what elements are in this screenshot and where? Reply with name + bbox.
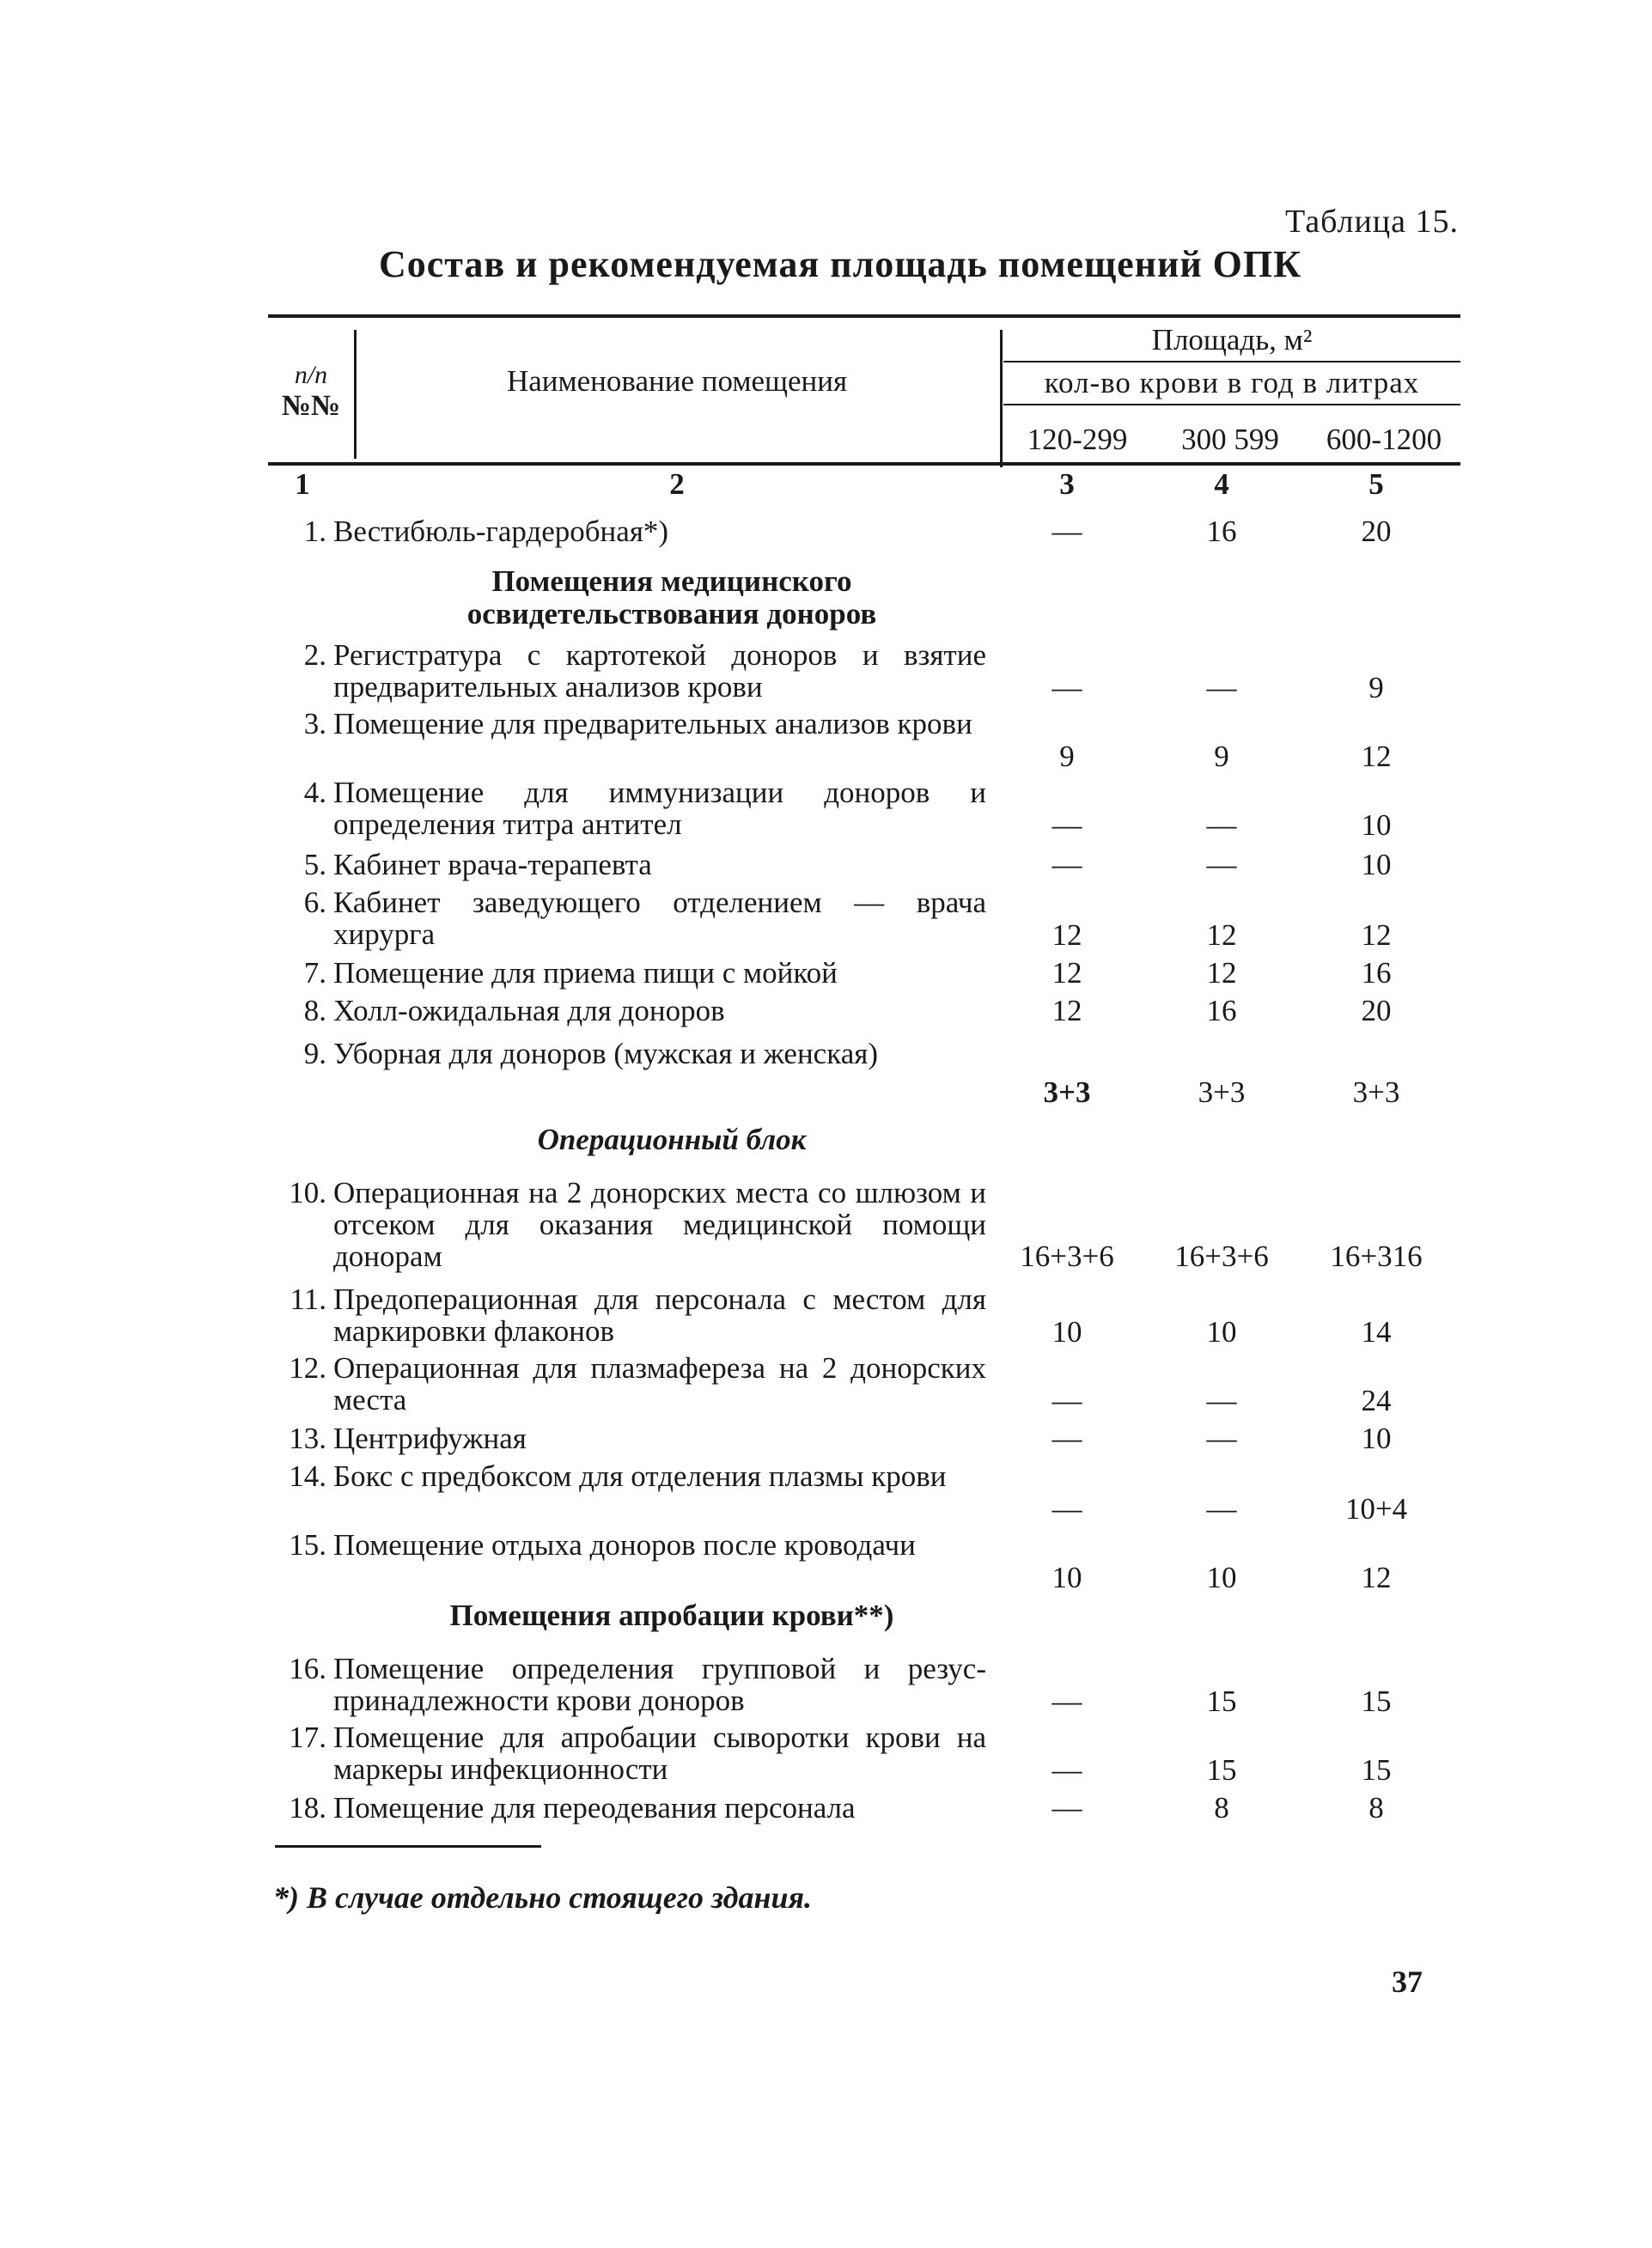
footnote-rule: [275, 1845, 541, 1848]
row-value-120-299: —: [1052, 1684, 1082, 1718]
range-3: 600-1200: [1326, 423, 1442, 456]
row-value-600-1200: 8: [1369, 1791, 1384, 1825]
row-value-300-599: 9: [1214, 740, 1229, 773]
header-subrule-1: [1003, 361, 1460, 362]
row-value-120-299: —: [1052, 515, 1082, 548]
area-label: Площадь, м²: [1151, 323, 1313, 356]
row-number: 2.: [303, 638, 326, 672]
row-value-300-599: 16+3+6: [1174, 1240, 1269, 1273]
row-value-600-1200: 10: [1361, 848, 1392, 881]
row-value-300-599: —: [1206, 808, 1237, 842]
header-subrule-2: [1003, 404, 1460, 405]
row-value-600-1200: 3+3: [1352, 1075, 1400, 1109]
row-name: Уборная для доноров (мужская и женская): [333, 1037, 878, 1070]
row-name: Помещение отдыха доноров после кроводачи: [333, 1528, 916, 1562]
row-value-120-299: —: [1052, 1753, 1082, 1787]
row-name: Бокс с предбоксом для отделения плазмы крови: [333, 1459, 947, 1493]
row-name: Помещение для приема пищи с мойкой: [333, 956, 838, 990]
row-value-600-1200: 24: [1361, 1384, 1392, 1417]
row-number: 16.: [289, 1652, 326, 1685]
row-number: 4.: [303, 776, 326, 809]
row-value-120-299: —: [1052, 671, 1082, 704]
section-heading: Помещения апробации крови**): [449, 1599, 894, 1632]
section-heading: Операционный блок: [537, 1123, 807, 1156]
row-name: Помещение для переодевания персонала: [333, 1791, 856, 1825]
row-number: 12.: [289, 1351, 326, 1385]
row-number: 10.: [289, 1176, 326, 1209]
row-value-600-1200: 20: [1361, 994, 1392, 1027]
volume-label: кол-во крови в год в литрах: [1044, 366, 1420, 399]
col-number-1: 1: [295, 467, 310, 501]
row-name: Кабинет заведующего отделением — врача хирурга: [333, 886, 986, 951]
footnote: *) В случае отдельно стоящего здания.: [273, 1880, 813, 1915]
row-number: 17.: [289, 1721, 326, 1754]
row-value-120-299: 12: [1052, 956, 1082, 990]
row-value-300-599: 12: [1206, 918, 1237, 952]
page-title: Состав и рекомендуемая площадь помещений ОПК: [378, 243, 1302, 285]
row-name: Регистратура с картотекой доноров и взятие предварительных анализов крови: [333, 638, 986, 704]
row-value-600-1200: 12: [1361, 918, 1392, 952]
row-value-300-599: —: [1206, 671, 1237, 704]
row-number: 15.: [289, 1528, 326, 1562]
row-value-300-599: 12: [1206, 956, 1237, 990]
row-name: Помещение для апробации сыворотки крови на маркеры инфекционности: [333, 1721, 986, 1786]
col-number-4: 4: [1214, 467, 1229, 501]
row-value-600-1200: 14: [1361, 1315, 1392, 1349]
row-value-600-1200: 20: [1361, 515, 1392, 548]
row-value-120-299: 10: [1052, 1315, 1082, 1349]
row-value-120-299: —: [1052, 848, 1082, 881]
row-number: 8.: [303, 994, 326, 1027]
col-number-label-2: №№: [281, 390, 341, 422]
row-value-300-599: 10: [1206, 1315, 1237, 1349]
row-value-300-599: 15: [1206, 1684, 1237, 1718]
row-number: 6.: [303, 886, 326, 919]
range-1: 120-299: [1027, 423, 1128, 456]
row-value-300-599: 10: [1206, 1561, 1237, 1594]
row-value-120-299: 12: [1052, 918, 1082, 952]
row-number: 11.: [290, 1282, 326, 1316]
row-number: 3.: [303, 707, 326, 740]
row-value-120-299: —: [1052, 1791, 1082, 1825]
row-name: Помещение определения групповой и резус-принадлежности крови доноров: [333, 1652, 986, 1717]
table-label: Таблица 15.: [1284, 204, 1459, 240]
row-value-120-299: 16+3+6: [1020, 1240, 1114, 1273]
row-number: 5.: [303, 848, 326, 881]
header-bottom-rule: [268, 462, 1460, 466]
row-value-120-299: —: [1052, 1492, 1082, 1526]
row-name: Холл-ожидальная для доноров: [333, 994, 725, 1027]
row-value-600-1200: 10: [1361, 808, 1392, 842]
row-value-300-599: —: [1206, 1384, 1237, 1417]
row-name: Центрифужная: [333, 1422, 527, 1455]
col-number-2: 2: [669, 467, 685, 501]
row-value-600-1200: 10+4: [1344, 1492, 1408, 1526]
row-value-120-299: 10: [1052, 1561, 1082, 1594]
row-name: Помещение для предварительных анализов крови: [333, 707, 972, 740]
row-value-600-1200: 16: [1361, 956, 1392, 990]
row-value-300-599: 15: [1206, 1753, 1237, 1787]
col-number-label-1: п/п: [294, 361, 328, 389]
row-value-600-1200: 15: [1361, 1684, 1392, 1718]
col-name-label: Наименование помещения: [506, 364, 848, 398]
row-number: 14.: [289, 1459, 326, 1493]
row-value-600-1200: 12: [1361, 740, 1392, 773]
row-value-300-599: 3+3: [1198, 1075, 1246, 1109]
col-number-3: 3: [1059, 467, 1075, 501]
row-value-300-599: 16: [1206, 994, 1237, 1027]
row-value-120-299: 12: [1052, 994, 1082, 1027]
row-number: 18.: [289, 1791, 326, 1825]
table-top-rule: [268, 314, 1460, 318]
row-value-300-599: —: [1206, 848, 1237, 881]
page-number: 37: [1392, 1965, 1423, 1999]
row-value-120-299: 9: [1059, 740, 1075, 773]
row-number: 7.: [303, 956, 326, 990]
row-value-600-1200: 10: [1361, 1422, 1392, 1455]
col-number-5: 5: [1369, 467, 1384, 501]
row-value-300-599: —: [1206, 1492, 1237, 1526]
row-name: Кабинет врача-терапевта: [333, 848, 652, 881]
section-heading: Помещения медицинского освидетельствования доноров: [466, 564, 877, 631]
row-value-300-599: 8: [1214, 1791, 1229, 1825]
row-value-120-299: 3+3: [1043, 1075, 1091, 1109]
row-value-600-1200: 15: [1361, 1753, 1392, 1787]
row-value-300-599: —: [1206, 1422, 1237, 1455]
row-value-300-599: 16: [1206, 515, 1237, 548]
row-number: 9.: [303, 1037, 326, 1070]
row-name: Операционная на 2 донорских места со шлюзом и отсеком для оказания медицинской помощи донорам: [333, 1176, 986, 1273]
row-number: 1.: [303, 515, 326, 548]
row-value-120-299: —: [1052, 1384, 1082, 1417]
row-number: 13.: [289, 1422, 326, 1455]
row-name: Операционная для плазмафереза на 2 донорских места: [333, 1351, 986, 1416]
row-name: Помещение для иммунизации доноров и определения титра антител: [333, 776, 986, 841]
range-2: 300 599: [1181, 423, 1279, 456]
row-name: Предоперационная для персонала с местом для маркировки флаконов: [333, 1282, 986, 1348]
row-value-120-299: —: [1052, 1422, 1082, 1455]
row-value-600-1200: 9: [1369, 671, 1384, 704]
row-value-120-299: —: [1052, 808, 1082, 842]
row-name: Вестибюль-гардеробная*): [333, 515, 669, 548]
row-value-600-1200: 12: [1361, 1561, 1392, 1594]
row-value-600-1200: 16+316: [1330, 1240, 1423, 1273]
